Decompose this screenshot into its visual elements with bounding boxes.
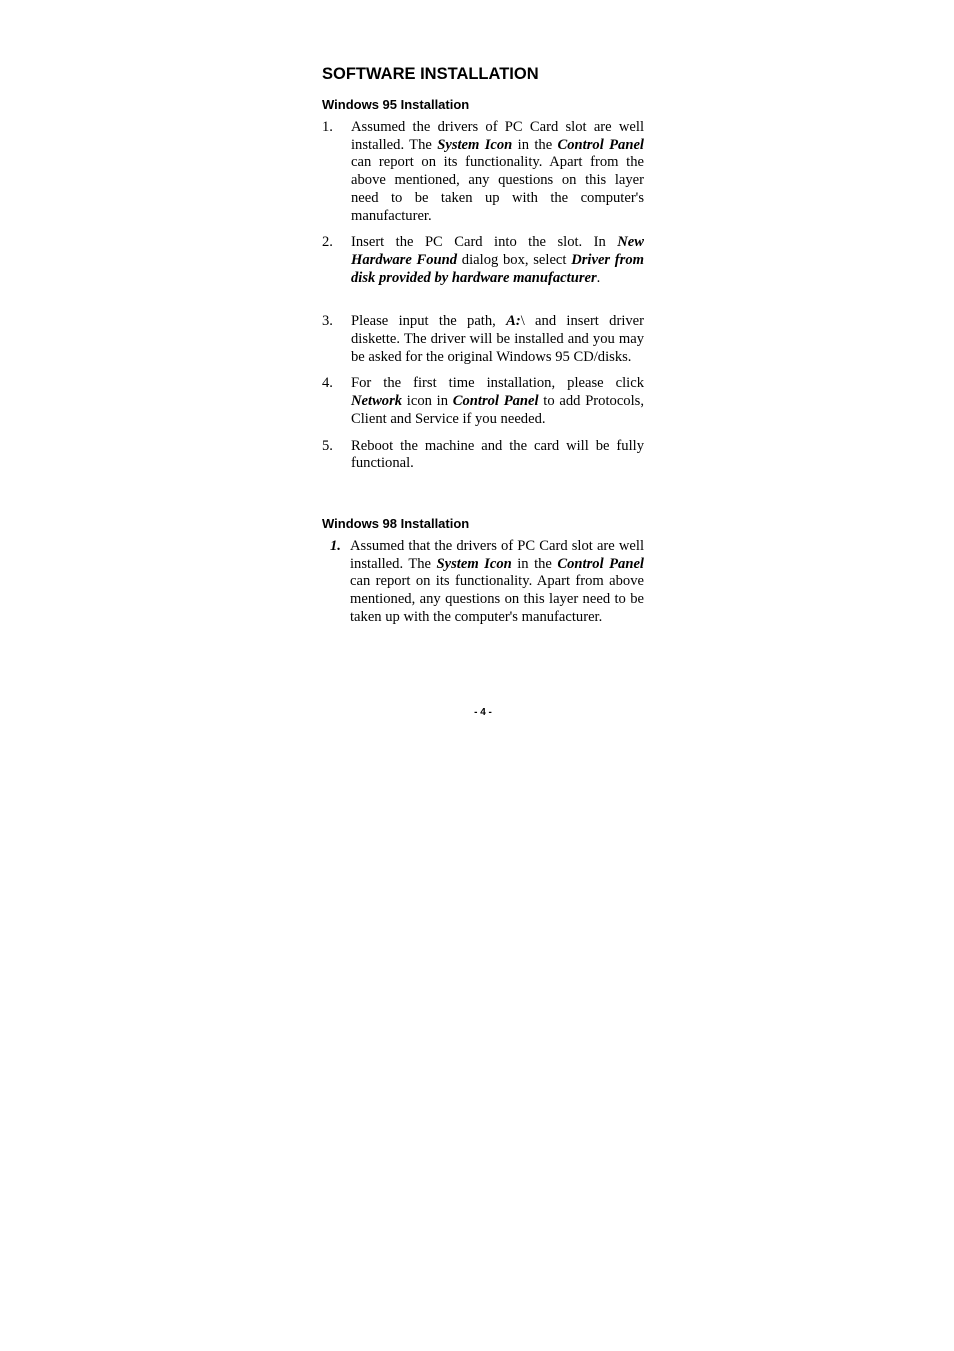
page-number: - 4 -: [474, 707, 492, 718]
step-text: Please input the path, A:\ and insert driver diskette. The driver will be installed and you may be asked for the original Windows 95 CD/disks.: [351, 313, 645, 365]
step-number: 1.: [330, 537, 341, 554]
step-number: 4.: [322, 375, 333, 392]
step-number: 3.: [322, 313, 333, 330]
win95-heading: Windows 95 Installation: [322, 97, 470, 112]
step-text: Reboot the machine and the card will be fully functional.: [351, 437, 644, 472]
step-text: For the first time installation, please click Network icon in Control Panel to add Protocols, Client and Service if you needed.: [351, 375, 644, 427]
win95-list: [322, 119, 644, 473]
win98-heading: Windows 98 Installation: [322, 515, 470, 531]
step-number: 2.: [322, 234, 333, 251]
win98-step-1: [322, 538, 644, 627]
win95-step-5: [322, 438, 644, 473]
page-title: SOFTWARE INSTALLATION: [322, 65, 539, 83]
win95-step-2: [322, 234, 644, 287]
step-number: 5.: [322, 437, 333, 454]
document-page: [322, 62, 644, 626]
win98-section: [322, 515, 644, 627]
step-text: Assumed the drivers of PC Card slot are well installed. The System Icon in the Control Panel can report on its functionality. Apart from the above mentioned, any questions on this layer need to be taken up with the computer's manufacturer.: [351, 119, 644, 224]
win95-step-4: [322, 375, 644, 428]
win98-list: [322, 538, 644, 627]
step-text: Assumed that the drivers of PC Card slot are well installed. The System Icon in the Control Panel can report on its functionality. Apart from above mentioned, any questions on this layer need to be taken up with the computer's manufacturer.: [350, 537, 644, 625]
step-number: 1.: [322, 119, 333, 135]
step-text: Insert the PC Card into the slot. In New Hardware Found dialog box, select Driver from disk provided by hardware manufacturer.: [351, 234, 644, 286]
win95-step-3: [322, 313, 644, 366]
win95-section: [322, 96, 644, 473]
win95-step-1: [322, 119, 644, 225]
